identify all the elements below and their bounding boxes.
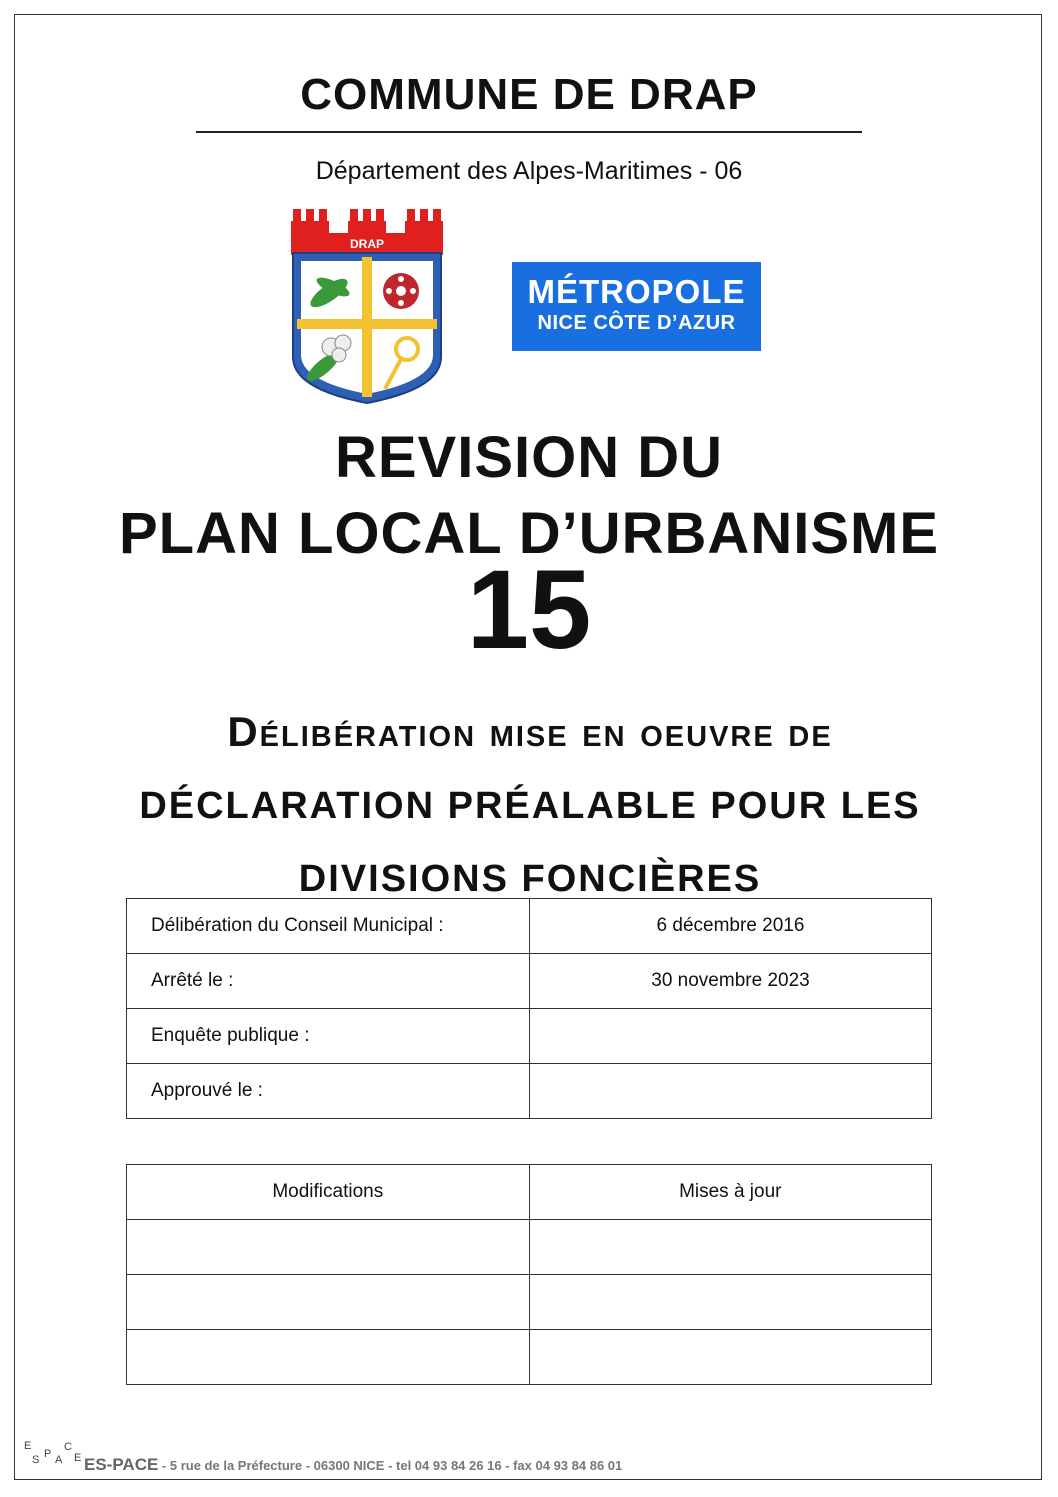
footer [22, 1438, 722, 1478]
column-header-modifications: Modifications [127, 1165, 530, 1220]
metropole-line1: MÉTROPOLE [527, 273, 746, 310]
mark-letter: E [74, 1452, 82, 1464]
empty-cell [529, 1330, 931, 1385]
drap-crest-logo [289, 207, 445, 405]
table-row [127, 1009, 932, 1064]
table-row [127, 1275, 932, 1330]
table-row [127, 1220, 932, 1275]
table-header-row [127, 1165, 932, 1220]
metropole-line2: NICE CÔTE D’AZUR [537, 312, 736, 334]
empty-cell [127, 1275, 530, 1330]
table-row [127, 1330, 932, 1385]
document-number: 15 [466, 547, 592, 672]
procedure-dates-table [126, 898, 932, 1119]
empty-cell [529, 1275, 931, 1330]
subtitle-line3: DIVISIONS FONCIÈRES [298, 858, 762, 900]
modifications-table [126, 1164, 932, 1385]
row-value: 30 novembre 2023 [530, 954, 932, 1009]
mark-letter: S [32, 1454, 40, 1466]
empty-cell [127, 1220, 530, 1275]
row-label: Arrêté le : [127, 954, 530, 1009]
mark-letter: E [24, 1440, 32, 1452]
subtitle-line1: Délibération mise en oeuvre de [227, 708, 833, 755]
row-value [530, 1064, 932, 1119]
mark-letter: P [44, 1448, 52, 1460]
footer-address: - 5 rue de la Préfecture - 06300 NICE - tel 04 93 84 26 16 - fax 04 93 84 86 01 [158, 1458, 623, 1473]
espace-mark-logo [22, 1438, 84, 1474]
subtitle-line2: DÉCLARATION PRÉALABLE POUR LES [139, 785, 921, 827]
row-value: 6 décembre 2016 [530, 899, 932, 954]
mark-letter: C [64, 1441, 72, 1453]
table-row [127, 1064, 932, 1119]
empty-cell [127, 1330, 530, 1385]
mark-letter: A [55, 1454, 63, 1466]
empty-cell [529, 1220, 931, 1275]
title-divider [196, 131, 862, 133]
title-line2: PLAN LOCAL D’URBANISME [118, 501, 940, 566]
title-line1: REVISION DU [334, 425, 724, 490]
column-header-updates: Mises à jour [529, 1165, 931, 1220]
footer-brand: ES-PACE [84, 1455, 159, 1474]
metropole-logo [512, 262, 761, 351]
department-subtitle: Département des Alpes-Maritimes - 06 [315, 157, 743, 185]
footer-contact [84, 1455, 622, 1475]
crest-label: DRAP [349, 237, 385, 251]
table-row [127, 954, 932, 1009]
row-label: Délibération du Conseil Municipal : [127, 899, 530, 954]
commune-title: COMMUNE DE DRAP [300, 70, 758, 119]
row-value [530, 1009, 932, 1064]
row-label: Approuvé le : [127, 1064, 530, 1119]
row-label: Enquête publique : [127, 1009, 530, 1064]
table-row [127, 899, 932, 954]
